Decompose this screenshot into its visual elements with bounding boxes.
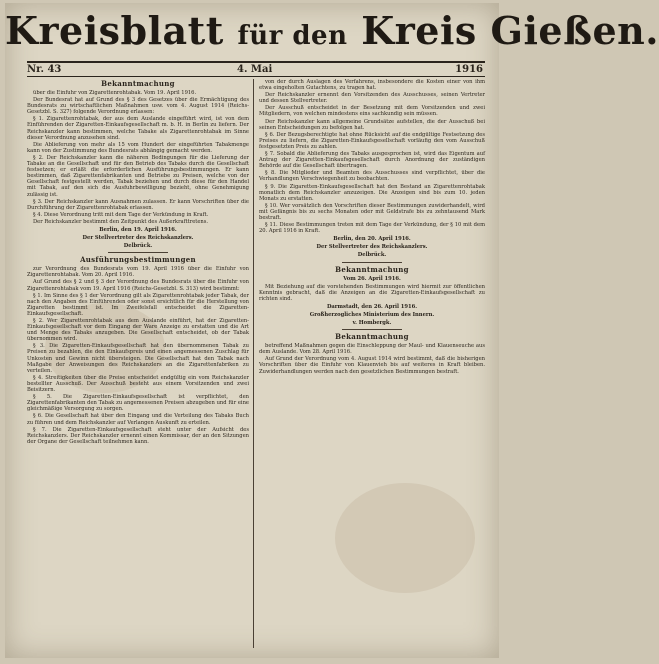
- paragraph: Der Reichskanzler bestimmt den Zeitpunkt des Außerkrafttretens.: [33, 218, 209, 225]
- paragraph: § 3. Der Reichskanzler kann Ausnahmen zulassen. Er kann Vorschriften über die Durchführung der Zigarettenrohtabak erlassen.: [27, 198, 249, 211]
- paragraph: § 6. Die Gesellschaft hat über den Eingang und die Verteilung des Tabaks Buch zu führen und dem Reichskanzler auf Verlangen Auskunft zu erteilen.: [27, 413, 249, 426]
- signature-title: Großherzogliches Ministerium des Innern.: [309, 312, 435, 318]
- newspaper-page: [5, 3, 659, 658]
- paragraph: § 1. Zigarettenrohtabak, der aus dem Auslande eingeführt wird, ist von dem Einführenden der Zigaretten-Einkaufsgesellschaft m. b. H. in Berlin zu liefern. Der Reichskanzler kann bestimmen, welche Tabake als Zigarettenrohtabak im Sinne dieser Verordnung anzusehen sind.: [27, 116, 249, 141]
- signature-title: Der Stellvertreter des Reichskanzlers.: [82, 235, 194, 242]
- article-intro: zur Verordnung des Bundesrats vom 19. April 1916 über die Einfuhr von Zigarettenrohtabak. Vom 20. April 1916.: [27, 266, 249, 279]
- article-intro: betreffend Maßnahmen gegen die Einschleppung der Maul- und Klauenseuche aus dem Auslande. Vom 28. April 1916.: [259, 343, 485, 356]
- section-heading: Bekanntmachung: [101, 79, 175, 88]
- paragraph: von der durch Auslagen des Verfahrens, insbesondere die Kosten einer von ihm etwa eingeholten Gutachtens, zu tragen hat.: [259, 79, 485, 92]
- paragraph: § 4. Diese Verordnung tritt mit dem Tage der Verkündung in Kraft.: [33, 211, 209, 218]
- paragraph: Die Ablieferung von mehr als 15 vom Hundert der eingeführten Tabakmenge kann von der Zustimmung des Bundesrats abhängig gemacht werden.: [27, 141, 249, 154]
- signature-place-date: Berlin, den 20. April 1916.: [333, 236, 411, 243]
- paragraph: Auf Grund der Verordnung vom 4. August 1914 wird bestimmt, daß die bisherigen Vorschriften über die Einfuhr von Klauenvieh bis auf weiteres in Kraft bleiben. Zuwiderhandlungen werden nach den gesetzlichen Bestimmungen bestraft.: [259, 356, 485, 375]
- paragraph: § 7. Die Zigaretten-Einkaufsgesellschaft steht unter der Aufsicht des Reichskanzlers. Der Reichskanzler ernennt einen Kommissar, der an den Sitzungen der Organe der Gesellschaft teilnehmen kann.: [27, 426, 249, 445]
- paragraph: § 2. Der Reichskanzler kann die näheren Bedingungen für die Lieferung der Tabake an die Gesellschaft und für den Betrieb des Tabaks durch die Gesellschaft festsetzen; er erläßt die erforderlichen Ausführungsbestimmungen. Er kann bestimmen, daß Zigarettenfabrikanten und Betriebe zu Preisen, welche von der Gesellschaft festgestellt werden, Tabak beziehen und durch diese für den Handel mit Tabak, auf den sich die Ausfuhrbewilligung bezieht, ohne Genehmigung zulässig ist.: [27, 154, 249, 198]
- section-heading: Ausführungsbestimmungen: [80, 255, 196, 265]
- issue-year: 1916: [455, 64, 483, 75]
- section-heading: Bekanntmachung: [335, 264, 409, 274]
- paragraph: § 7. Sobald die Ablieferung des Tabaks ausgesprochen ist, wird das Eigentum auf Antrag der Zigaretten-Einkaufsgesellschaft durch Anordnung der zuständigen Behörde auf die Gesellschaft übertragen.: [259, 151, 485, 170]
- section-rule: [342, 329, 402, 330]
- paragraph: Mit Beziehung auf die vorstehenden Bestimmungen wird hiermit zur öffentlichen Kenntnis gebracht, daß die Anzeigen an die Zigaretten-Einkaufsgesellschaft zu richten sind.: [259, 283, 485, 302]
- paragraph: Der Reichskanzler kann allgemeine Grundsätze aufstellen, die der Ausschuß bei seinen Entscheidungen zu befolgen hat.: [259, 118, 485, 131]
- signature-name: v. Hombergk.: [352, 320, 392, 327]
- signature-name: Delbrück.: [357, 252, 387, 259]
- paragraph: § 5. Die Zigaretten-Einkaufsgesellschaft ist verpflichtet, den Zigarettenfabrikanten den Tabak zu angemessenen Preisen abzugeben und für eine gleichmäßige Versorgung zu sorgen.: [27, 394, 249, 413]
- dateline: [27, 61, 485, 77]
- paragraph: § 2. Wer Zigarettenrohtabak aus dem Auslande einführt, hat der Zigaretten-Einkaufsgesellschaft vor dem Eingang der Ware Anzeige zu erstatten und die Art und Menge des Tabaks anzugeben. Die Gesellschaft entscheidet, ob der Tabak übernommen wird.: [27, 318, 249, 343]
- section-rule: [108, 252, 168, 253]
- masthead-connector: für den: [237, 21, 348, 51]
- paragraph: Der Ausschuß entscheidet in der Besetzung mit dem Vorsitzenden und zwei Mitgliedern, von welchen mindestens eins sachkundig sein müssen.: [259, 105, 485, 118]
- column-right: [259, 79, 485, 650]
- paragraph: Der Bundesrat hat auf Grund des § 3 des Gesetzes über die Ermächtigung des Bundesrats zu wirtschaftlichen Maßnahmen usw. vom 4. August 1914 (Reichs-Gesetzbl. S. 327) folgende Verordnung erlassen:: [27, 97, 249, 116]
- signature-place-date: Berlin, den 19. April 1916.: [99, 226, 177, 233]
- paragraph: § 10. Wer vorsätzlich den Vorschriften dieser Bestimmungen zuwiderhandelt, wird mit Gefängnis bis zu sechs Monaten oder mit Geldstrafe bis zu zehntausend Mark bestraft.: [259, 202, 485, 221]
- column-divider: [253, 79, 254, 648]
- paragraph: Der Reichskanzler ernennt den Vorsitzenden des Ausschusses, seinen Vertreter und dessen Stellvertreter.: [259, 92, 485, 105]
- paragraph: § 6. Der Bezugsberechtigte hat ohne Rücksicht auf die endgültige Festsetzung des Preises zu liefern, die Zigaretten-Einkaufsgesellschaft vorläufig den vom Ausschuß festgesetzten Preis zu zahlen.: [259, 131, 485, 150]
- paragraph: § 9. Die Zigaretten-Einkaufsgesellschaft hat den Bestand an Zigarettenrohtabak monatlich dem Reichskanzler anzuzeigen. Die Anzeigen sind bis zum 10. jeden Monats zu erstatten.: [259, 183, 485, 202]
- signature-title: Der Stellvertreter des Reichskanzlers.: [316, 244, 428, 251]
- section-rule: [342, 262, 402, 263]
- paragraph: § 1. Im Sinne des § 1 der Verordnung gilt als Zigarettenrohtabak jeder Tabak, der nach den Angaben des Einführenden oder sonst ersichtlich für die Herstellung von Zigaretten bestimmt ist. Im Zweifelsfall entscheidet die Zigaretten-Einkaufsgesellschaft.: [27, 292, 249, 317]
- paragraph: § 11. Diese Bestimmungen treten mit dem Tage der Verkündung, der § 10 mit dem 20. April 1916 in Kraft.: [259, 222, 485, 235]
- paragraph: Auf Grund des § 2 und § 3 der Verordnung des Bundesrats über die Einfuhr von Zigarettenrohtabak vom 19. April 1916 (Reichs-Gesetzbl. S. 313) wird bestimmt:: [27, 279, 249, 292]
- issue-date: 4. Mai: [237, 64, 273, 75]
- issue-number: Nr. 43: [27, 64, 62, 75]
- paragraph: § 3. Die Zigaretten-Einkaufsgesellschaft hat den übernommenen Tabak zu Preisen zu bezahlen, die den Einkaufspreis und einen angemessenen Zuschlag für Unkosten und Gewinn nicht übersteigen. Die Gesellschaft hat den Tabak nach Maßgabe der Anweisungen des Reichskanzlers an die Zigarettenfabriken zu verteilen.: [27, 343, 249, 374]
- article-intro: über die Einfuhr von Zigarettenrohtabak. Vom 19. April 1916.: [33, 90, 197, 96]
- masthead-region: Kreis Gießen.: [361, 8, 659, 53]
- section-heading: Bekanntmachung: [335, 332, 409, 342]
- paragraph: § 4. Streitigkeiten über die Preise entscheidet endgültig ein vom Reichskanzler bestellter Ausschuß. Der Ausschuß besteht aus einem Vorsitzenden und zwei Beisitzern.: [27, 374, 249, 394]
- article-intro: Vom 26. April 1916.: [343, 275, 401, 282]
- masthead-title: Kreisblatt: [5, 8, 224, 53]
- column-left: [27, 79, 249, 650]
- signature-place-date: Darmstadt, den 26. April 1916.: [326, 303, 418, 310]
- paragraph: § 8. Die Mitglieder und Beamten des Ausschusses sind verpflichtet, über die Verhandlungen Verschwiegenheit zu beobachten.: [259, 170, 485, 183]
- signature-name: Delbrück.: [123, 243, 153, 250]
- masthead: [5, 5, 659, 57]
